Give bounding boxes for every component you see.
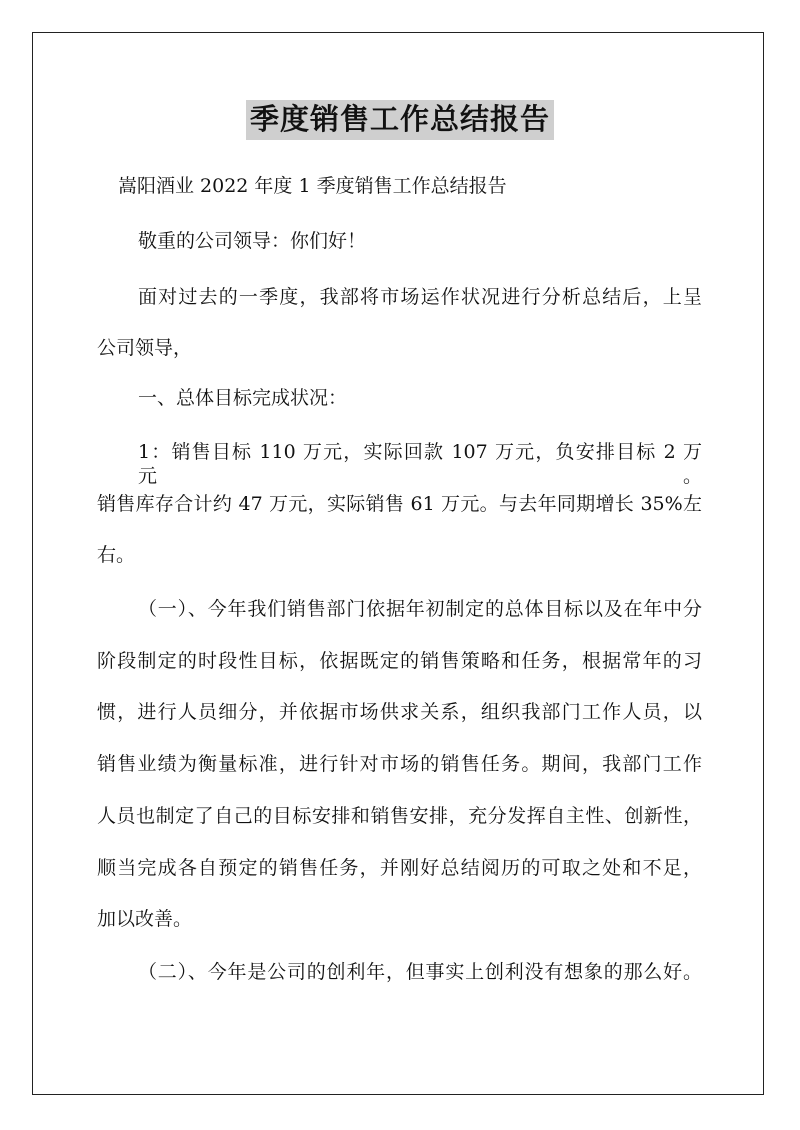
sub1-line-7: 加以改善。 [97,908,193,930]
item1-line-1: 1：销售目标 110 万元，实际回款 107 万元，负安排目标 2 万元。 [138,441,702,487]
sub2-line-1: （二）、今年是公司的创利年，但事实上创利没有想象的那么好。 [138,961,702,983]
title-container [0,100,800,140]
sub1-line-3: 惯，进行人员细分，并依据市场供求关系，组织我部门工作人员，以 [97,701,702,723]
document-subtitle: 嵩阳酒业 2022 年度 1 季度销售工作总结报告 [118,175,507,197]
sub1-line-1: （一）、今年我们销售部门依据年初制定的总体目标以及在年中分 [138,598,702,620]
sub1-line-5: 人员也制定了自己的目标安排和销售安排，充分发挥自主性、创新性， [97,805,702,827]
sub1-line-4: 销售业绩为衡量标准，进行针对市场的销售任务。期间，我部门工作 [97,753,702,775]
item1-line-3: 右。 [97,544,136,566]
greeting: 敬重的公司领导：你们好！ [138,230,367,252]
para1-line-2: 公司领导， [97,337,193,359]
section1-heading: 一、总体目标完成状况： [138,387,348,409]
document-title: 季度销售工作总结报告 [246,100,554,140]
sub1-line-6: 顺当完成各自预定的销售任务，并刚好总结阅历的可取之处和不足， [97,857,702,879]
item1-line-2: 销售库存合计约 47 万元，实际销售 61 万元。与去年同期增长 35%左 [97,493,702,515]
sub1-line-2: 阶段制定的时段性目标，依据既定的销售策略和任务，根据常年的习 [97,650,702,672]
para1-line-1: 面对过去的一季度，我部将市场运作状况进行分析总结后，上呈 [138,286,702,308]
